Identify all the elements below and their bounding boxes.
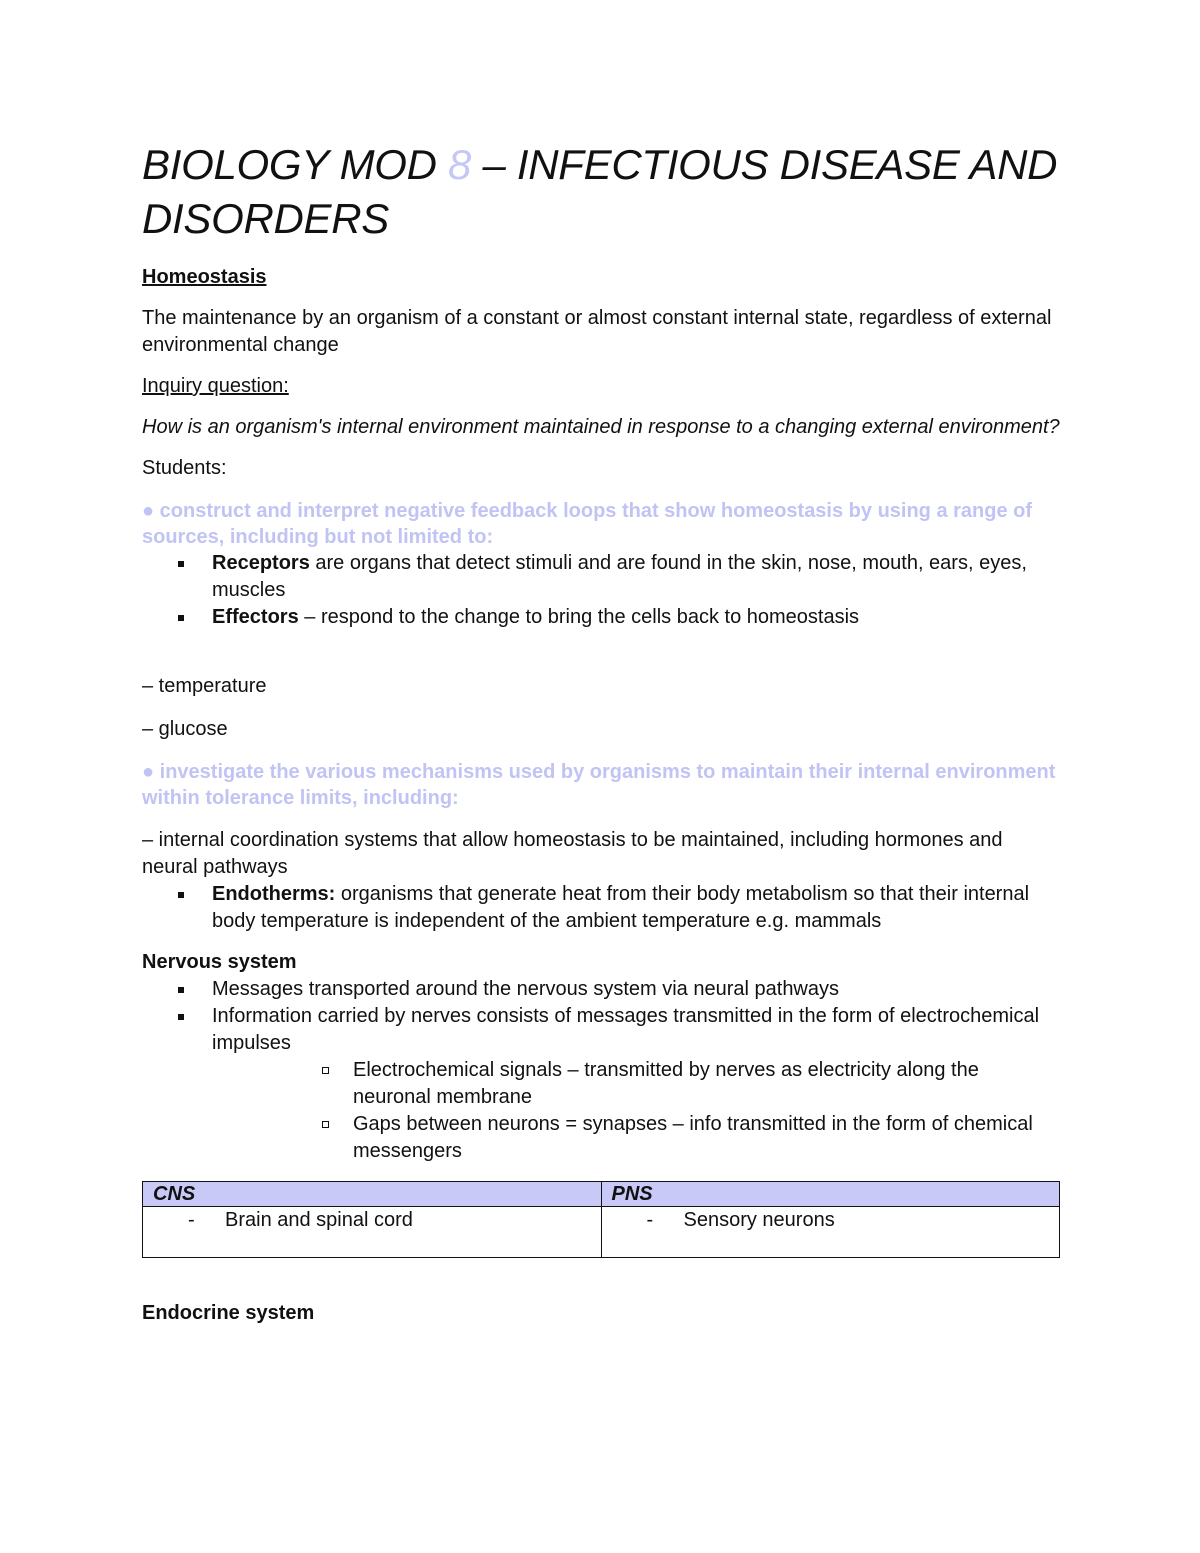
hollow-square-bullet-icon bbox=[322, 1067, 329, 1074]
hollow-square-bullet-icon bbox=[322, 1121, 329, 1128]
term-effectors: Effectors bbox=[212, 606, 299, 628]
pns-item: Sensory neurons bbox=[683, 1209, 835, 1231]
list-item bbox=[142, 1057, 1062, 1111]
list-item bbox=[142, 976, 1062, 1003]
table-header-pns: PNS bbox=[601, 1182, 1060, 1207]
nervous-item-2: Information carried by nerves consists of messages transmitted in the form of electrochemical impulses bbox=[212, 1005, 1040, 1054]
term-endotherms: Endotherms: bbox=[212, 883, 336, 905]
homeostasis-heading: Homeostasis bbox=[142, 266, 267, 288]
square-bullet-icon bbox=[178, 892, 184, 898]
definition-effectors: – respond to the change to bring the cells back to homeostasis bbox=[298, 606, 860, 628]
definition-receptors: are organs that detect stimuli and are found in the skin, nose, mouth, ears, eyes, muscles bbox=[212, 552, 1027, 601]
syllabus-outcome-2: ● investigate the various mechanisms used by organisms to maintain their internal environment within tolerance limits, including: bbox=[142, 761, 1056, 809]
homeostasis-definition: The maintenance by an organism of a constant or almost constant internal state, regardless of external environmental change bbox=[142, 307, 1052, 356]
nervous-subitem-1: Electrochemical signals – transmitted by nerves as electricity along the neuronal membrane bbox=[353, 1059, 979, 1108]
document-page bbox=[142, 138, 1062, 1327]
list-item bbox=[142, 1003, 1062, 1057]
table-cell-item bbox=[143, 1207, 601, 1234]
title-accent-number: 8 bbox=[448, 141, 472, 188]
nervous-system-heading: Nervous system bbox=[142, 951, 297, 973]
table-row bbox=[143, 1207, 1060, 1258]
table-header-cns: CNS bbox=[143, 1182, 602, 1207]
square-bullet-icon bbox=[178, 987, 184, 993]
nervous-subitem-2: Gaps between neurons = synapses – info transmitted in the form of chemical messengers bbox=[353, 1113, 1033, 1162]
nervous-item-1: Messages transported around the nervous system via neural pathways bbox=[212, 978, 840, 1000]
table-header-row bbox=[143, 1182, 1060, 1207]
endocrine-system-heading: Endocrine system bbox=[142, 1302, 315, 1324]
cns-item: Brain and spinal cord bbox=[225, 1209, 413, 1231]
list-item bbox=[142, 550, 1062, 604]
title-part1: BIOLOGY MOD bbox=[142, 141, 449, 188]
syllabus-outcome-1: ● construct and interpret negative feedback loops that show homeostasis by using a range of sources, including but not limited to: bbox=[142, 500, 1033, 548]
square-bullet-icon bbox=[178, 615, 184, 621]
page-title bbox=[142, 138, 1062, 246]
receptor-effector-list bbox=[142, 550, 1062, 631]
dash-glucose: – glucose bbox=[142, 718, 228, 740]
term-receptors: Receptors bbox=[212, 552, 310, 574]
list-item bbox=[142, 881, 1062, 935]
internal-coordination-text: – internal coordination systems that allow homeostasis to be maintained, including hormones and neural pathways bbox=[142, 829, 1003, 878]
dash-marker: - bbox=[646, 1209, 654, 1231]
table-cell-pns bbox=[601, 1207, 1060, 1258]
students-label: Students: bbox=[142, 457, 227, 479]
definition-endotherms: organisms that generate heat from their body metabolism so that their internal body temperature is independent of the ambient temperature e.g. mammals bbox=[212, 883, 1030, 932]
nervous-system-list bbox=[142, 976, 1062, 1057]
square-bullet-icon bbox=[178, 561, 184, 567]
title-part2: – INFECTIOUS DISEASE AND DISORDERS bbox=[142, 141, 1058, 242]
list-item bbox=[142, 604, 1062, 631]
inquiry-question: How is an organism's internal environment maintained in response to a changing external environment? bbox=[142, 416, 1060, 438]
square-bullet-icon bbox=[178, 1014, 184, 1020]
dash-temperature: – temperature bbox=[142, 675, 267, 697]
inquiry-label: Inquiry question: bbox=[142, 375, 289, 397]
list-item bbox=[142, 1111, 1062, 1165]
cns-pns-table bbox=[142, 1181, 1060, 1258]
dash-marker: - bbox=[188, 1209, 195, 1231]
nervous-system-sublist bbox=[142, 1057, 1062, 1165]
table-cell-item bbox=[602, 1207, 1060, 1234]
endotherms-list bbox=[142, 881, 1062, 935]
table-cell-cns bbox=[143, 1207, 602, 1258]
